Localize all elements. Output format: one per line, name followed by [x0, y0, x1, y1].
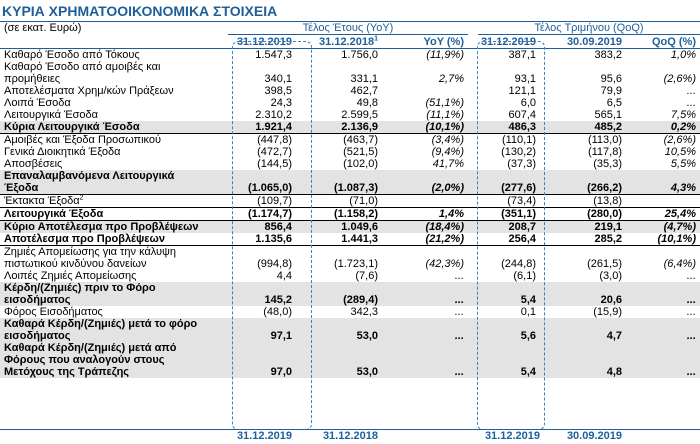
row-label: Φόρος Εισοδήματος [4, 306, 103, 318]
value-qoq: (4,7%) [626, 221, 700, 234]
value-2019: 856,4 [210, 221, 296, 234]
value-yoy: ... [454, 270, 464, 282]
value-yoy: 1,4% [382, 208, 468, 221]
table-row [0, 233, 700, 246]
value-q3: (280,0) [540, 208, 626, 221]
value-q3: 4,8 [540, 342, 626, 378]
value-2019: (472,7) [257, 146, 292, 158]
value-yoy: 2,7% [438, 73, 464, 85]
value-qoq: ... [686, 306, 696, 318]
value-q4: (6,1) [513, 270, 536, 282]
value-2019: 145,2 [210, 282, 296, 306]
value-2018: (102,0) [343, 158, 378, 170]
value-2019: (1.174,7) [210, 208, 296, 221]
value-2019: 97,1 [210, 318, 296, 342]
value-2018: 2.599,5 [341, 109, 378, 121]
value-q3: 219,1 [540, 221, 626, 234]
value-qoq: ... [626, 282, 700, 306]
row-label: Λειτουργικά Έσοδα [4, 109, 99, 121]
value-qoq: ... [686, 85, 696, 97]
value-q3: (35,3) [593, 158, 622, 170]
value-q3: 485,2 [540, 121, 626, 134]
value-qoq: ... [626, 342, 700, 378]
value-qoq: 4,3% [626, 170, 700, 195]
value-q3: (13,8) [593, 195, 622, 207]
value-q4: 5,4 [468, 342, 540, 378]
value-2018: (463,7) [343, 134, 378, 146]
row-label: Καθαρό Έσοδο από αμοιβές και προμήθειες [4, 61, 161, 85]
value-q4: (130,2) [501, 146, 536, 158]
value-q4: 5,6 [468, 318, 540, 342]
row-label: Καθαρό Έσοδο από Τόκους [4, 49, 140, 61]
table-header-row [0, 35, 700, 49]
table-row [0, 85, 700, 97]
row-label: Αποσβέσεις [4, 158, 63, 170]
value-2018: 1.756,0 [341, 49, 378, 61]
table-row [0, 342, 700, 378]
value-qoq: (2,6%) [663, 73, 696, 85]
value-q4: 93,1 [514, 73, 536, 85]
value-2019: (144,5) [257, 158, 292, 170]
value-2018: 331,1 [350, 73, 378, 85]
value-2018: 342,3 [350, 306, 378, 318]
value-q4: 607,4 [508, 109, 536, 121]
value-yoy: ... [382, 342, 468, 378]
value-2019: (1.065,0) [210, 170, 296, 195]
value-q4: 387,1 [508, 49, 536, 61]
table-row [0, 121, 700, 134]
value-yoy: ... [382, 282, 468, 306]
value-qoq: 25,4% [626, 208, 700, 221]
value-2019: 340,1 [264, 73, 292, 85]
value-q3: (3,0) [599, 270, 622, 282]
value-yoy: (11,1%) [426, 109, 464, 121]
table-row [0, 306, 700, 318]
value-q4: 486,3 [468, 121, 540, 134]
value-q3: (15,9) [593, 306, 622, 318]
table-row [0, 109, 700, 121]
value-qoq [626, 195, 700, 208]
footer-2018: 31.12.2018 [322, 430, 378, 442]
value-2019: 4,4 [276, 270, 292, 282]
value-2019: 2.310,2 [255, 109, 292, 121]
value-yoy: (21,2%) [382, 233, 468, 246]
col-header-yoy: YoY (%) [382, 35, 468, 49]
value-2018: (7,6) [355, 270, 378, 282]
value-q4: 256,4 [468, 233, 540, 246]
value-yoy: (18,4%) [382, 221, 468, 234]
value-yoy [382, 195, 468, 208]
footer-q3: 30.09.2019 [566, 430, 622, 442]
value-yoy [382, 85, 468, 97]
row-label: Λειτουργικά Έξοδα [0, 208, 210, 221]
value-2018: (289,4) [296, 282, 382, 306]
value-yoy: ... [454, 306, 464, 318]
row-label: Κύρια Λειτουργικά Έσοδα [0, 121, 210, 134]
value-q3: (261,5) [587, 258, 622, 270]
table-row [0, 318, 700, 342]
row-label: Καθαρά Κέρδη/(Ζημιές) μετά από Φόρους που αναλογούν στους Μετόχους της Τράπεζης [0, 342, 210, 378]
value-qoq: ... [686, 270, 696, 282]
value-2018: 49,8 [356, 97, 378, 109]
value-yoy: ... [382, 318, 468, 342]
table-row [0, 49, 700, 62]
value-qoq: 10,5% [664, 146, 696, 158]
value-2018: 1.441,3 [296, 233, 382, 246]
value-q3: 95,6 [600, 73, 622, 85]
value-2018: (521,5) [343, 146, 378, 158]
value-yoy: (2,0%) [382, 170, 468, 195]
value-q4: 0,1 [520, 306, 536, 318]
value-2018: 2.136,9 [296, 121, 382, 134]
table-row [0, 170, 700, 195]
table-row [0, 270, 700, 282]
value-q4: (73,4) [507, 195, 536, 207]
value-2019: 24,3 [270, 97, 292, 109]
value-yoy: (11,9%) [426, 49, 464, 61]
col-header-q3: 30.09.2019 [540, 35, 626, 49]
value-qoq: 5,5% [670, 158, 696, 170]
value-2018: (1.723,1) [333, 258, 378, 270]
row-label: Αμοιβές και Έξοδα Προσωπικού [4, 134, 162, 146]
value-q3: 20,6 [540, 282, 626, 306]
value-qoq: 1,0% [670, 49, 696, 61]
value-yoy: (10,1%) [382, 121, 468, 134]
value-2019: (447,8) [257, 134, 292, 146]
value-q3: 6,5 [606, 97, 622, 109]
value-q4: (277,6) [468, 170, 540, 195]
value-qoq: (6,4%) [663, 258, 696, 270]
value-qoq: (2,6%) [663, 134, 696, 146]
row-label: Επαναλαμβανόμενα Λειτουργικά Έξοδα [0, 170, 210, 195]
value-q4: 5,4 [468, 282, 540, 306]
page-title: ΚΥΡΙΑ ΧΡΗΜΑΤΟΟΙΚΟΝΟΜΙΚΑ ΣΤΟΙΧΕΙΑ [2, 3, 278, 19]
value-qoq: ... [686, 97, 696, 109]
value-q3: 79,9 [600, 85, 622, 97]
row-label: Αποτελέσματα Χρημ/κών Πράξεων [4, 85, 174, 97]
value-q4: (110,1) [501, 134, 536, 146]
value-q4: (37,3) [507, 158, 536, 170]
value-q4: 121,1 [508, 85, 536, 97]
header-blank [0, 35, 210, 49]
value-q4: 6,0 [520, 97, 536, 109]
unit-note: (σε εκατ. Ευρώ) [4, 22, 82, 34]
row-label: Ζημιές Απομείωσης για την κάλυψη πιστωτικού κινδύνου δανείων [4, 246, 177, 270]
value-q3: (113,0) [587, 134, 622, 146]
row-label: Καθαρά Κέρδη/(Ζημιές) μετά το φόρο εισοδήματος [0, 318, 210, 342]
value-2019: (109,7) [257, 195, 292, 207]
value-2018: 462,7 [350, 85, 378, 97]
value-qoq: (10,1%) [626, 233, 700, 246]
value-q3: 4,7 [540, 318, 626, 342]
value-2018: (1.087,3) [296, 170, 382, 195]
col-header-2019: 31.12.2019 [210, 35, 296, 49]
value-q3: 383,2 [594, 49, 622, 61]
table-row [0, 208, 700, 221]
value-2019: 1.135,6 [210, 233, 296, 246]
value-yoy: (9,4%) [431, 146, 464, 158]
group-yoy: Τέλος Έτους (YoY) [302, 22, 394, 34]
row-label: Γενικά Διοικητικά Έξοδα [4, 146, 121, 158]
value-qoq: 7,5% [670, 109, 696, 121]
row-label: Αποτέλεσμα προ Προβλέψεων [0, 233, 210, 246]
value-yoy: (3,4%) [431, 134, 464, 146]
value-q3: 285,2 [540, 233, 626, 246]
row-label: Έκτακτα Έξοδα$^2$ [4, 194, 84, 207]
value-2019: 398,5 [264, 85, 292, 97]
value-q4: 208,7 [468, 221, 540, 234]
value-yoy: (42,3%) [425, 258, 464, 270]
table-row [0, 195, 700, 208]
row-footnote: 2 [79, 194, 84, 202]
value-2018: 53,0 [296, 342, 382, 378]
row-label: Λοιπές Ζημιές Απομείωσης [4, 270, 137, 282]
value-q3: (266,2) [540, 170, 626, 195]
col-header-2018-note: 1 [374, 35, 378, 43]
value-q4: (244,8) [501, 258, 536, 270]
value-yoy: (51,1%) [425, 97, 464, 109]
table-row [0, 146, 700, 158]
footer-q4: 31.12.2019 [484, 430, 540, 442]
value-q4: (351,1) [468, 208, 540, 221]
row-label: Λοιπά Έσοδα [4, 97, 71, 109]
group-qoq: Τέλος Τριμήνου (QoQ) [534, 22, 644, 34]
value-2019: 1.547,3 [255, 49, 292, 61]
table-row [0, 61, 700, 85]
value-q3: 565,1 [594, 109, 622, 121]
row-label: Κύριο Αποτέλεσμα προ Προβλέψεων [0, 221, 210, 234]
value-qoq: ... [626, 318, 700, 342]
value-q3: (117,8) [587, 146, 622, 158]
value-2018: 1.049,6 [296, 221, 382, 234]
value-yoy: 41,7% [432, 158, 464, 170]
value-2019: (48,0) [263, 306, 292, 318]
value-2018: (1.158,2) [296, 208, 382, 221]
table-row [0, 282, 700, 306]
row-label: Κέρδη/(Ζημιές) πριν το Φόρο εισοδήματος [0, 282, 210, 306]
col-header-2018: 31.12.2018$^1$ [296, 35, 382, 49]
table-row [0, 246, 700, 271]
value-2019: 97,0 [210, 342, 296, 378]
value-2018: (71,0) [349, 195, 378, 207]
value-2018: 53,0 [296, 318, 382, 342]
table-row [0, 97, 700, 109]
value-qoq: 0,2% [626, 121, 700, 134]
value-2019: (994,8) [257, 258, 292, 270]
table-row [0, 158, 700, 170]
value-2019: 1.921,4 [210, 121, 296, 134]
table-row [0, 221, 700, 234]
financial-table [0, 35, 700, 378]
col-header-q4: 31.12.2019 [468, 35, 540, 49]
table-row [0, 134, 700, 147]
footer-2019: 31.12.2019 [236, 430, 292, 442]
col-header-qoq: QoQ (%) [626, 35, 700, 49]
